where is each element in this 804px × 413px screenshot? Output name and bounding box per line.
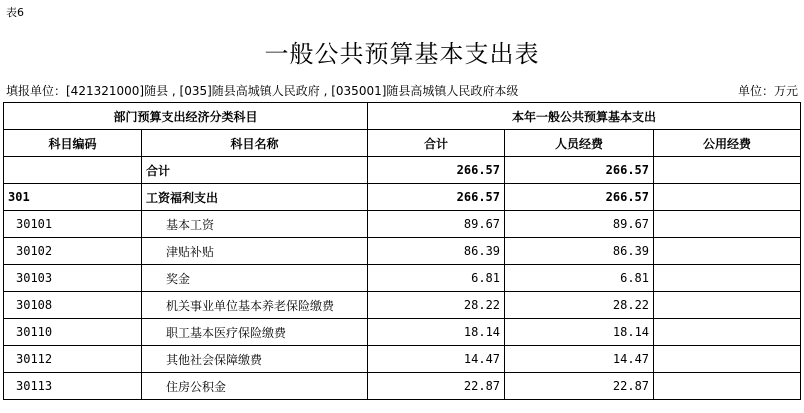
cell-total: 22.87 bbox=[368, 373, 505, 400]
cell-personnel-expense: 266.57 bbox=[505, 157, 654, 184]
cell-total: 86.39 bbox=[368, 238, 505, 265]
cell-subject-code: 30103 bbox=[4, 265, 142, 292]
header-total: 合计 bbox=[368, 130, 505, 157]
header-subject-code: 科目编码 bbox=[4, 130, 142, 157]
cell-subject-code: 30101 bbox=[4, 211, 142, 238]
cell-subject-name: 津贴补贴 bbox=[142, 238, 368, 265]
cell-subject-name: 职工基本医疗保险缴费 bbox=[142, 319, 368, 346]
cell-personnel-expense: 89.67 bbox=[505, 211, 654, 238]
cell-personnel-expense: 18.14 bbox=[505, 319, 654, 346]
cell-total: 14.47 bbox=[368, 346, 505, 373]
table-number: 表6 bbox=[6, 6, 24, 19]
table-body bbox=[4, 157, 801, 400]
budget-table bbox=[3, 102, 801, 400]
cell-subject-name: 机关事业单位基本养老保险缴费 bbox=[142, 292, 368, 319]
cell-subject-code: 301 bbox=[4, 184, 142, 211]
cell-public-expense bbox=[654, 157, 801, 184]
table-row bbox=[4, 346, 801, 373]
cell-public-expense bbox=[654, 184, 801, 211]
table-row bbox=[4, 265, 801, 292]
cell-public-expense bbox=[654, 292, 801, 319]
cell-total: 6.81 bbox=[368, 265, 505, 292]
table-row bbox=[4, 319, 801, 346]
page-title: 一般公共预算基本支出表 bbox=[264, 40, 540, 68]
cell-personnel-expense: 14.47 bbox=[505, 346, 654, 373]
cell-public-expense bbox=[654, 373, 801, 400]
table-row bbox=[4, 373, 801, 400]
cell-subject-code: 30113 bbox=[4, 373, 142, 400]
cell-public-expense bbox=[654, 265, 801, 292]
cell-subject-code: 30102 bbox=[4, 238, 142, 265]
cell-subject-code bbox=[4, 157, 142, 184]
reporting-unit-text: 填报单位：[421321000]随县 , [035]随县高城镇人民政府 , [035001]随县高城镇人民政府本级 bbox=[6, 84, 519, 98]
cell-subject-code: 30110 bbox=[4, 319, 142, 346]
cell-personnel-expense: 6.81 bbox=[505, 265, 654, 292]
cell-public-expense bbox=[654, 211, 801, 238]
cell-public-expense bbox=[654, 238, 801, 265]
cell-total: 266.57 bbox=[368, 184, 505, 211]
header-public-expense: 公用经费 bbox=[654, 130, 801, 157]
cell-public-expense bbox=[654, 319, 801, 346]
cell-public-expense bbox=[654, 346, 801, 373]
currency-unit-text: 单位：万元 bbox=[737, 84, 798, 98]
cell-personnel-expense: 266.57 bbox=[505, 184, 654, 211]
cell-total: 266.57 bbox=[368, 157, 505, 184]
table-row bbox=[4, 157, 801, 184]
table-row bbox=[4, 184, 801, 211]
cell-subject-code: 30112 bbox=[4, 346, 142, 373]
cell-personnel-expense: 86.39 bbox=[505, 238, 654, 265]
cell-total: 89.67 bbox=[368, 211, 505, 238]
cell-total: 18.14 bbox=[368, 319, 505, 346]
cell-subject-name: 基本工资 bbox=[142, 211, 368, 238]
table-row bbox=[4, 238, 801, 265]
cell-personnel-expense: 28.22 bbox=[505, 292, 654, 319]
cell-subject-name: 奖金 bbox=[142, 265, 368, 292]
table-row bbox=[4, 211, 801, 238]
cell-subject-name: 合计 bbox=[142, 157, 368, 184]
cell-subject-code: 30108 bbox=[4, 292, 142, 319]
header-basic-expenditure: 本年一般公共预算基本支出 bbox=[368, 103, 801, 130]
cell-subject-name: 工资福利支出 bbox=[142, 184, 368, 211]
header-personnel-expense: 人员经费 bbox=[505, 130, 654, 157]
cell-subject-name: 住房公积金 bbox=[142, 373, 368, 400]
header-economic-classification: 部门预算支出经济分类科目 bbox=[4, 103, 368, 130]
cell-personnel-expense: 22.87 bbox=[505, 373, 654, 400]
cell-subject-name: 其他社会保障缴费 bbox=[142, 346, 368, 373]
report-info-line bbox=[6, 82, 798, 99]
header-subject-name: 科目名称 bbox=[142, 130, 368, 157]
cell-total: 28.22 bbox=[368, 292, 505, 319]
table-row bbox=[4, 292, 801, 319]
